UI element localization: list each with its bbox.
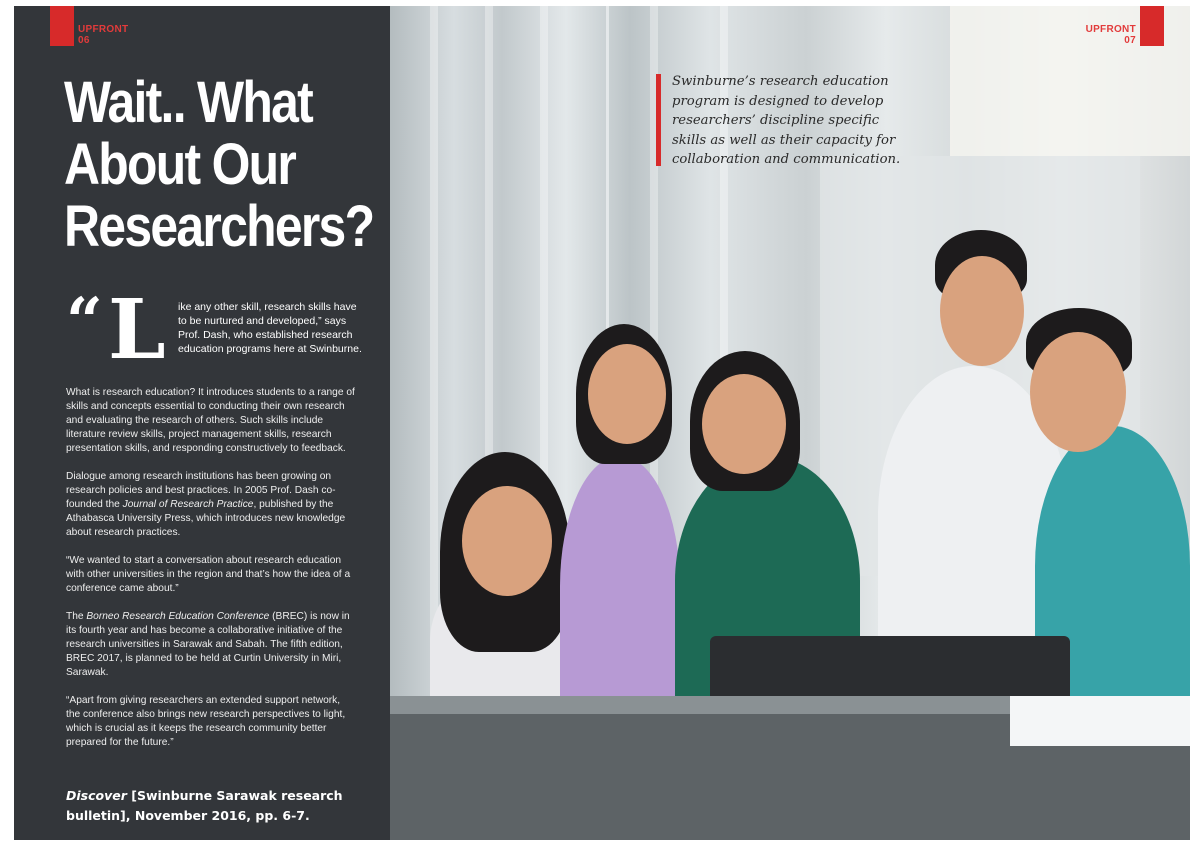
citation-publication: Discover <box>66 788 127 803</box>
conference-title: Borneo Research Education Conference <box>86 611 270 622</box>
person-2-body <box>560 456 680 716</box>
body-paragraph-5: “Apart from giving researchers an extended support network, the conference also brings new research perspectives to light, which is crucial as it keeps the research community better prepared for the future.” <box>66 695 346 748</box>
para2-text-a: Dialogue among research institutions has been growing on research policies and best practices. In 2005 Prof. Dash co-founded the <box>66 471 336 510</box>
headline-line-1: Wait.. What <box>64 70 313 135</box>
folio-page-number: 06 <box>78 35 90 46</box>
person-1-face <box>462 486 552 596</box>
headline-line-3: Researchers? <box>64 194 374 259</box>
open-quote-mark: “ <box>66 284 103 359</box>
article-body <box>66 386 356 764</box>
source-citation <box>66 786 366 826</box>
folio-red-bar <box>1140 6 1164 46</box>
person-4-face <box>940 256 1024 366</box>
body-paragraph-4 <box>66 610 356 680</box>
para4-text-b: (BREC) is now in its fourth year and has become a collaborative initiative of the research universities in Sarawak and Sabah. The fifth edition, BREC 2017, is planned to be held at Curtin University in Miri, Sarawak. <box>66 611 350 678</box>
right-folio <box>1085 6 1164 46</box>
body-paragraph-1: What is research education? It introduces students to a range of skills and concepts essential to conducting their own research and evaluating the research of others. Such skills include literature review skills, project management skills, research presentation skills, and responding constructively to feedback. <box>66 387 355 454</box>
folio-section: UPFRONT <box>78 24 129 35</box>
citation-line-1 <box>66 786 366 806</box>
citation-line-2: bulletin], November 2016, pp. 6-7. <box>66 808 310 823</box>
person-3-face <box>702 374 786 474</box>
drop-cap-letter: L <box>108 282 166 378</box>
para4-text-a: The <box>66 611 87 622</box>
person-2-face <box>588 344 666 444</box>
person-5-face <box>1030 332 1126 452</box>
article-headline <box>64 70 374 259</box>
body-paragraph-3: “We wanted to start a conversation about research education with other universities in the region and that’s how the idea of a conference came about.” <box>66 555 351 594</box>
desk-light <box>1010 696 1190 746</box>
journal-title: Journal of Research Practice <box>122 499 254 510</box>
folio-label <box>78 24 128 46</box>
folio-section: UPFRONT <box>1085 24 1136 35</box>
body-paragraph-2 <box>66 470 356 540</box>
lead-text: ike any other skill, research skills have to be nurtured and developed,” says Prof. Dash, who established research education programs here at Swinburne. <box>178 301 362 355</box>
folio-page-number: 07 <box>1124 35 1136 46</box>
folio-label <box>1086 24 1136 46</box>
lead-paragraph <box>66 282 362 378</box>
para2-text-b: , published by the Athabasca University Press, which introduces new knowledge about research practices. <box>66 499 346 538</box>
pull-quote-red-bar <box>656 74 661 166</box>
folio-red-bar <box>50 6 74 46</box>
pull-quote-text: Swinburne’s research education program is designed to develop researchers’ discipline specific skills as well as their capacity for collaboration and communication. <box>672 74 901 167</box>
left-page-panel <box>14 6 390 840</box>
headline-line-2: About Our <box>64 132 296 197</box>
curtain-fold <box>430 6 438 706</box>
citation-text-1: [Swinburne Sarawak research <box>126 788 343 803</box>
